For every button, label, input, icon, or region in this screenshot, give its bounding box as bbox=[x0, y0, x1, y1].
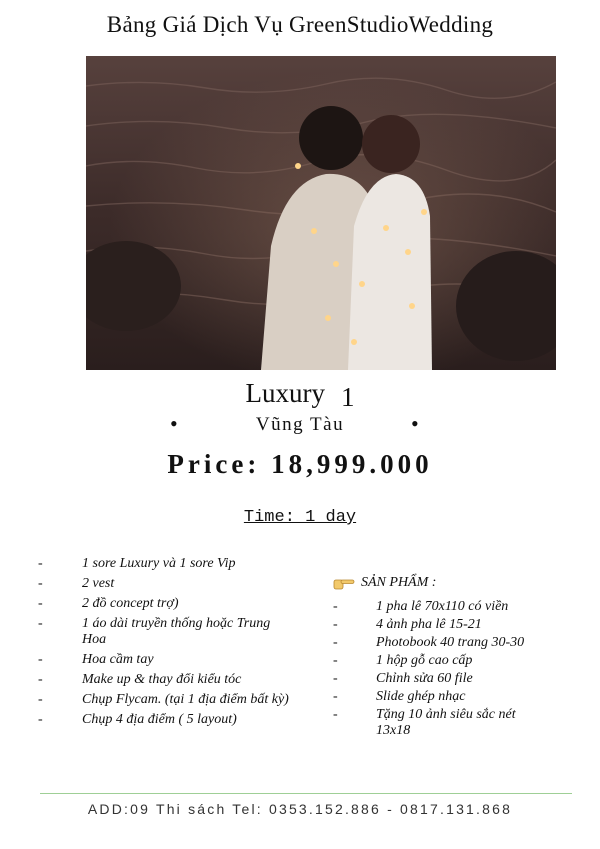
package-number: 1 bbox=[340, 382, 355, 412]
products-list bbox=[333, 599, 563, 741]
couple-photo bbox=[86, 56, 556, 370]
list-item: - Tặng 10 ảnh siêu sắc nét 13x18 bbox=[333, 707, 516, 738]
services-list bbox=[38, 556, 308, 732]
list-item: - Chụp Flycam. (tại 1 địa điểm bất kỳ) bbox=[38, 692, 289, 707]
package-title: Luxury bbox=[245, 378, 325, 408]
list-item: - 1 pha lê 70x110 có viền bbox=[333, 599, 509, 614]
list-item: - 2 vest bbox=[38, 576, 115, 591]
bullet-left: • bbox=[170, 411, 178, 436]
products-heading: SẢN PHẨM : bbox=[333, 575, 436, 591]
list-item: - Make up & thay đổi kiểu tóc bbox=[38, 672, 242, 687]
package-location: Vũng Tàu bbox=[255, 414, 345, 435]
pointing-hand-icon bbox=[333, 576, 355, 590]
footer-divider bbox=[40, 793, 572, 794]
package-price: Price: 18,999.000 bbox=[167, 449, 433, 479]
package-time: Time: 1 day bbox=[243, 508, 357, 527]
page-title: Bảng Giá Dịch Vụ GreenStudioWedding bbox=[106, 12, 494, 37]
list-item: - Slide ghép nhạc bbox=[333, 689, 466, 704]
list-item: - Chụp 4 địa điểm ( 5 layout) bbox=[38, 712, 237, 727]
list-item: - 2 đồ concept trợ) bbox=[38, 596, 179, 611]
list-item: - 4 ảnh pha lê 15-21 bbox=[333, 617, 482, 632]
list-item: - 1 sore Luxury và 1 sore Vip bbox=[38, 556, 236, 571]
list-item: - Photobook 40 trang 30-30 bbox=[333, 635, 525, 650]
list-item: - 1 hộp gỗ cao cấp bbox=[333, 653, 473, 668]
package-name bbox=[0, 378, 600, 412]
bullet-right: • bbox=[411, 411, 419, 436]
list-item: - 1 áo dài truyền thống hoặc Trung Hoa bbox=[38, 616, 271, 647]
contact-address: ADD:09 Thi sách Tel: 0353.152.886 - 0817.131.868 bbox=[87, 801, 513, 817]
list-item: - Chỉnh sửa 60 file bbox=[333, 671, 473, 686]
list-item: - Hoa cầm tay bbox=[38, 652, 154, 667]
